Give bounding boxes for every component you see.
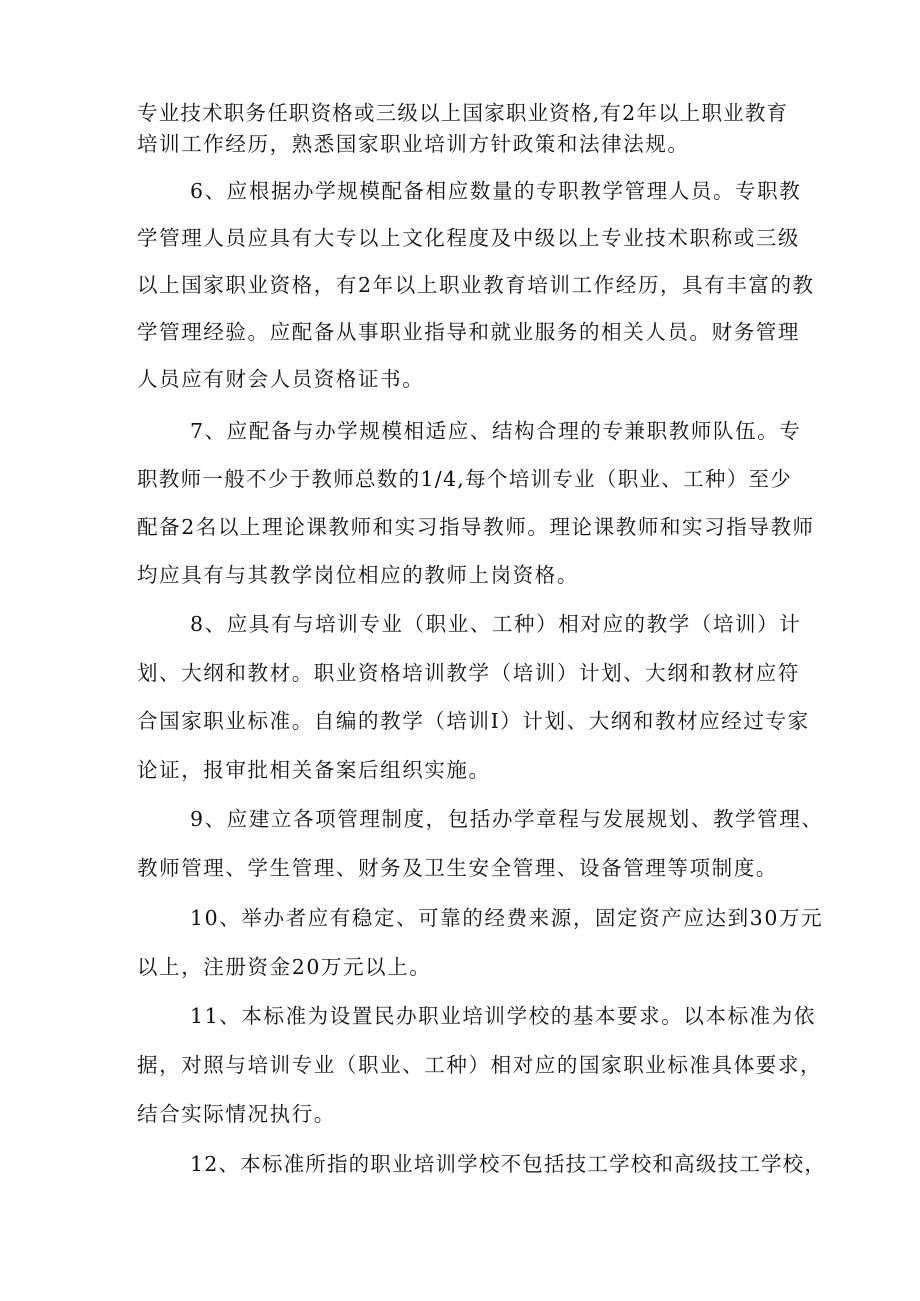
text-line: 以上国家职业资格，有2年以上职业教育培训工作经历，具有丰富的教	[137, 273, 815, 297]
text-line: 培训工作经历，熟悉国家职业培训方针政策和法律法规。	[137, 132, 690, 156]
paragraph-7-start: 7、应配备与办学规模相适应、结构合理的专兼职教师队伍。专	[190, 419, 802, 443]
paragraph-10-start: 10、举办者应有稳定、可靠的经费来源，固定资产应达到30万元	[190, 906, 824, 930]
text-line: 配备2名以上理论课教师和实习指导教师。理论课教师和实习指导教师	[137, 515, 815, 539]
text-line: 以上，注册资金20万元以上。	[137, 955, 432, 979]
paragraph-12-start: 12、本标准所指的职业培训学校不包括技工学校和高级技工学校，	[190, 1152, 827, 1176]
text-line: 教师管理、学生管理、财务及卫生安全管理、设备管理等项制度。	[137, 856, 778, 880]
paragraph-6-start: 6、应根据办学规模配备相应数量的专职教学管理人员。专职教	[190, 179, 802, 203]
text-line: 结合实际情况执行。	[137, 1102, 336, 1126]
text-line: 专业技术职务任职资格或三级以上国家职业资格,有2年以上职业教育	[137, 101, 789, 125]
text-line: 合国家职业标准。自编的教学（培训I）计划、大纲和教材应经过专家	[137, 709, 810, 733]
text-line: 据，对照与培训专业（职业、工种）相对应的国家职业标准具体要求，	[137, 1053, 823, 1077]
text-line: 职教师一般不少于教师总数的1/4,每个培训专业（职业、工种）至少	[137, 467, 793, 491]
text-line: 人员应有财会人员资格证书。	[137, 367, 425, 391]
paragraph-8-start: 8、应具有与培训专业（职业、工种）相对应的教学（培训）计	[190, 612, 802, 636]
text-line: 划、大纲和教材。职业资格培训教学（培训）计划、大纲和教材应符	[137, 661, 800, 685]
text-line: 学管理人员应具有大专以上文化程度及中级以上专业技术职称或三级	[137, 226, 800, 250]
text-line: 均应具有与其教学岗位相应的教师上岗资格。	[137, 563, 579, 587]
paragraph-9-start: 9、应建立各项管理制度，包括办学章程与发展规划、教学管理、	[190, 807, 824, 831]
text-line: 学管理经验。应配备从事职业指导和就业服务的相关人员。财务管理	[137, 320, 800, 344]
text-line: 论证，报审批相关备案后组织实施。	[137, 758, 491, 782]
paragraph-11-start: 11、本标准为设置民办职业培训学校的基本要求。以本标准为依	[190, 1004, 816, 1028]
